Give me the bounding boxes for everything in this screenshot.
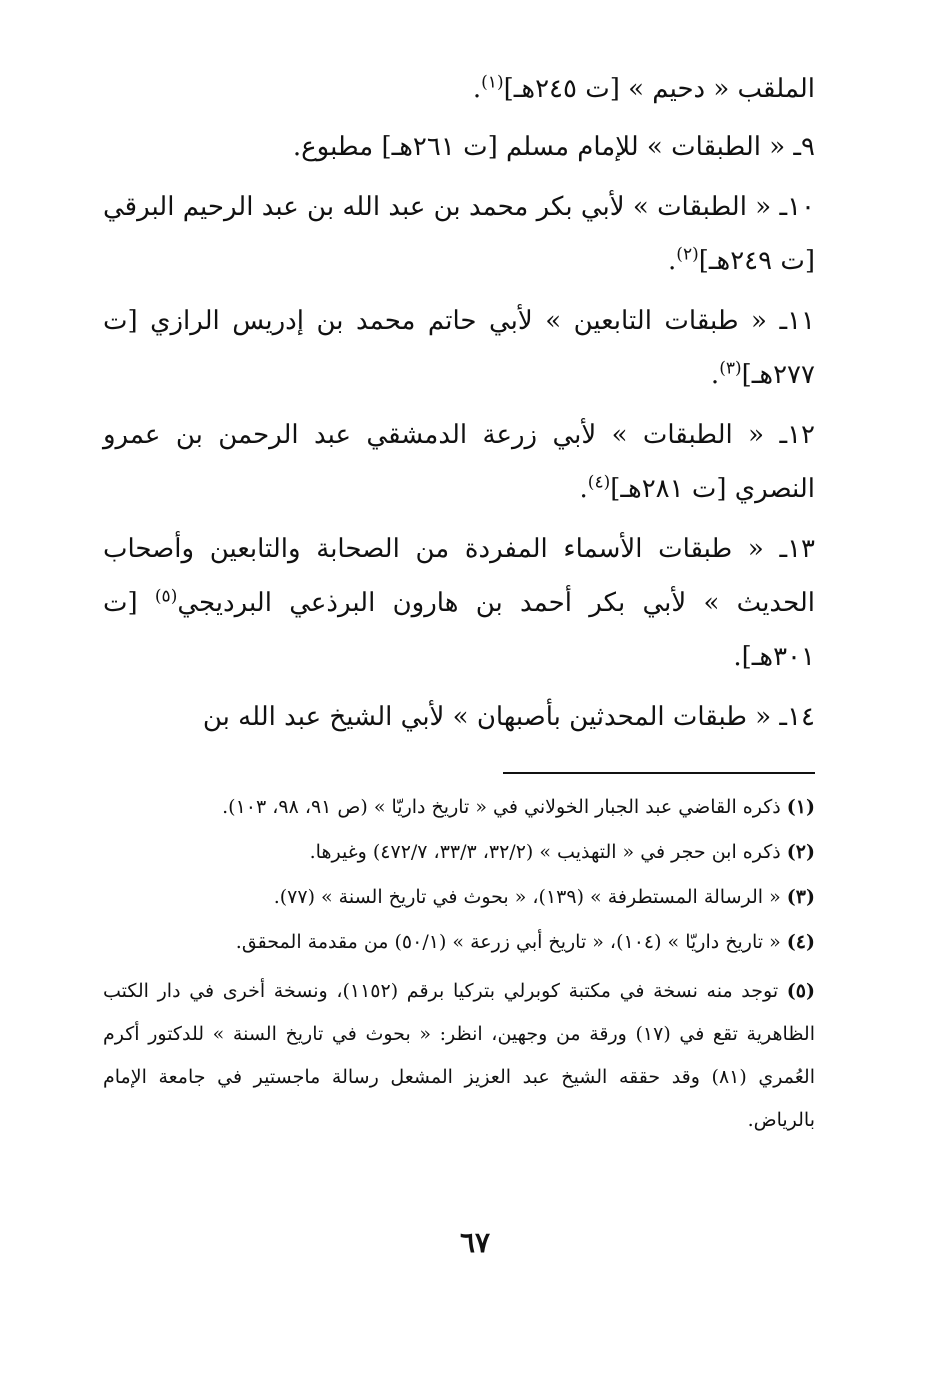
- paragraph-end: .: [668, 246, 677, 276]
- footnote-text: ذكره ابن حجر في « التهذيب » (٣٢/٢، ٣٣/٣، ٤٧٢/٧) وغيرها.: [309, 841, 781, 863]
- paragraph-text: ١٠ـ « الطبقات » لأبي بكر محمد بن عبد الله بن عبد الرحيم البرقي [ت ٢٤٩هـ]: [103, 192, 815, 276]
- footnote-number: (٥): [786, 980, 815, 1002]
- footnote-number: (٣): [786, 886, 815, 908]
- footnote-reference: (٥): [154, 586, 178, 607]
- footnote: [103, 876, 815, 919]
- footnote-number: (٤): [786, 931, 815, 953]
- paragraph-text: ١٣ـ « طبقات الأسماء المفردة من الصحابة والتابعين وأصحاب الحديث » لأبي بكر أحمد بن هارون البرذعي البرديجي: [103, 534, 816, 618]
- footnote: [103, 970, 815, 1142]
- main-text: [103, 62, 815, 750]
- paragraph-end: [ت ٣٠١هـ].: [103, 588, 815, 672]
- footnote-reference: (٢): [676, 244, 699, 265]
- main-paragraph: [103, 522, 815, 684]
- footnote-reference: (١): [481, 72, 504, 93]
- main-paragraph: [103, 62, 815, 116]
- footnote-text: ذكره القاضي عبد الجبار الخولاني في « تاريخ داريّا » (ص ٩١، ٩٨، ١٠٣).: [222, 796, 781, 818]
- paragraph-text: ١١ـ « طبقات التابعين » لأبي حاتم محمد بن إدريس الرازي [ت ٢٧٧هـ]: [103, 306, 815, 390]
- main-paragraph: [103, 180, 815, 288]
- footnote-text: « تاريخ داريّا » (١٠٤)، « تاريخ أبي زرعة » (٥٠/١) من مقدمة المحقق.: [235, 931, 781, 953]
- paragraph-text: الملقب « دحيم » [ت ٢٤٥هـ]: [503, 74, 815, 104]
- footnote: [103, 921, 815, 964]
- footnote-divider: [503, 772, 815, 774]
- paragraph-text: ٩ـ « الطبقات » للإمام مسلم [ت ٢٦١هـ] مطبوع.: [292, 132, 815, 162]
- footnote: [103, 831, 815, 874]
- footnote-reference: (٤): [587, 472, 611, 493]
- main-paragraph: [103, 690, 815, 744]
- main-paragraph: [103, 408, 815, 516]
- paragraph-end: .: [710, 360, 720, 390]
- footnote-number: (١): [786, 796, 815, 818]
- paragraph-text: ١٤ـ « طبقات المحدثين بأصبهان » لأبي الشيخ عبد الله بن: [202, 702, 815, 732]
- paragraph-end: .: [579, 474, 588, 504]
- main-paragraph: [103, 294, 815, 402]
- footnote: [103, 786, 815, 829]
- paragraph-end: .: [472, 74, 482, 104]
- footnote-text: « الرسالة المستطرفة » (١٣٩)، « بحوث في تاريخ السنة » (٧٧).: [273, 886, 781, 908]
- footnote-reference: (٣): [719, 358, 742, 379]
- paragraph-text: ١٢ـ « الطبقات » لأبي زرعة الدمشقي عبد الرحمن بن عمرو النصري [ت ٢٨١هـ]: [103, 420, 815, 504]
- main-paragraph: [103, 120, 815, 174]
- page-number: ٦٧: [459, 1226, 491, 1259]
- footnote-text: توجد منه نسخة في مكتبة كوبرلي بتركيا برقم (١١٥٢)، ونسخة أخرى في دار الكتب الظاهرية تقع في (١٧) ورقة من وجهين، انظر: « بحوث في تاريخ السنة » للدكتور أكرم العُمري (٨١) وقد حققه الشيخ عبد العزيز المشعل رسالة ماجستير في جامعة الإمام بالرياض.: [103, 980, 815, 1131]
- footnote-number: (٢): [786, 841, 815, 863]
- footnotes: [103, 786, 815, 1144]
